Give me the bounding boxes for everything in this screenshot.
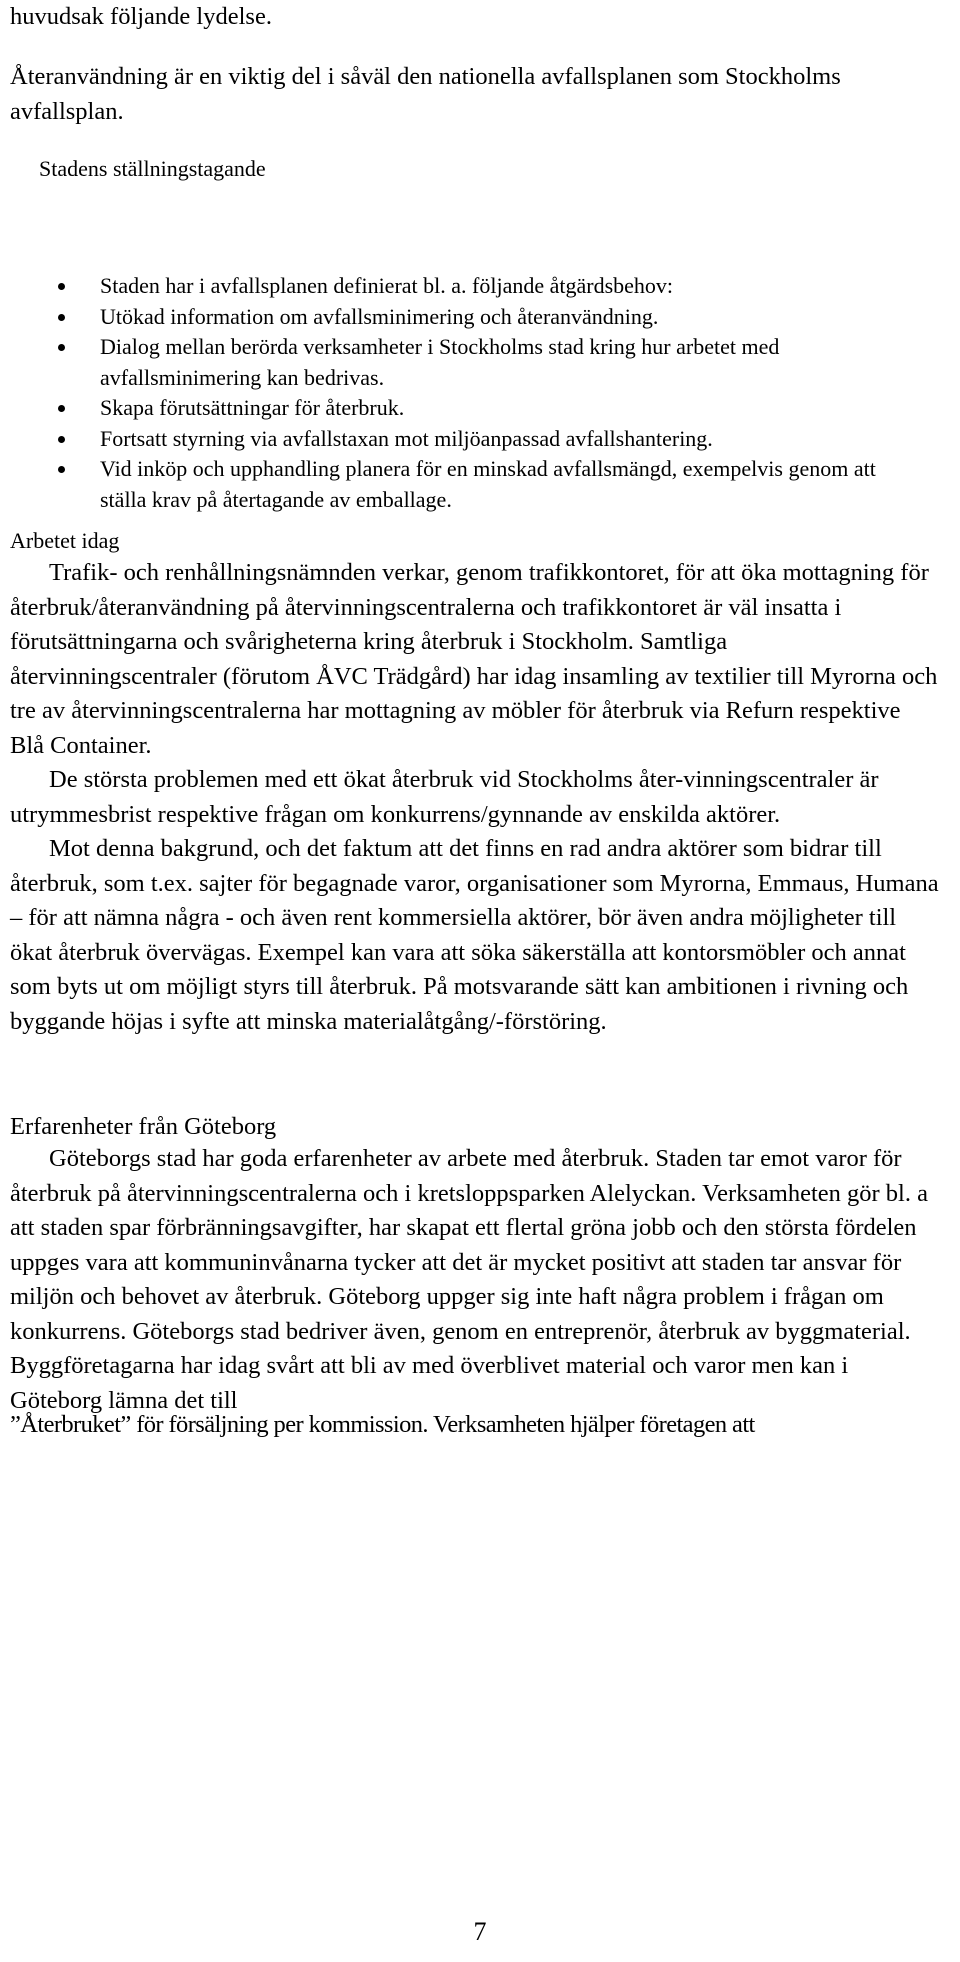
reuse-statement: Återanvändning är en viktig del i såväl den nationella avfallsplanen som Stockholms avfallsplan. <box>10 63 841 125</box>
bullet-icon <box>58 466 65 473</box>
bullet-icon <box>58 344 65 351</box>
position-heading: Stadens ställningstagande <box>39 156 266 181</box>
work-today-paragraph-2: De största problemen med ett ökat återbruk vid Stockholms åter-vinningscentraler är utrymmesbrist respektive frågan om konkurrens/gynnande av enskilda aktörer. <box>10 766 879 828</box>
list-item: Fortsatt styrning via avfallstaxan mot miljöanpassad avfallshantering. <box>0 424 940 455</box>
list-item: Vid inköp och upphandling planera för en minskad avfallsmängd, exempelvis genom att ställa krav på återtagande av emballage. <box>0 454 940 515</box>
page-number: 7 <box>473 1917 487 1946</box>
work-today-paragraph-1: Trafik- och renhållningsnämnden verkar, genom trafikkontoret, för att öka mottagning för återbruk/återanvändning på återvinningscentralerna och trafikkontoret är väl insatta i förutsättningarna och svårigheterna kring återbruk i Stockholm. Samtliga återvinningscentraler (förutom ÅVC Trädgård) har idag insamling av textilier till Myrorna och tre av återvinningscentralerna har mottagning av möbler för återbruk via Refurn respektive Blå Container. <box>10 559 938 759</box>
bullet-icon <box>58 314 65 321</box>
action-needs-list <box>0 271 940 515</box>
list-item: Utökad information om avfallsminimering och återanvändning. <box>0 302 940 333</box>
gothenburg-paragraph: Göteborgs stad har goda erfarenheter av arbete med återbruk. Staden tar emot varor för återbruk på återvinningscentralerna och i kretsloppsparken Alelyckan. Verksamheten gör bl. a att staden spar förbränningsavgifter, har skapat ett flertal gröna jobb och den största fördelen uppges vara att kommuninvånarna tycker att det är mycket positivt att staden tar ansvar för miljön och behovet av återbruk. Göteborg uppger sig inte haft några problem i frågan om konkurrens. Göteborgs stad bedriver även, genom en entreprenör, återbruk av byggmaterial. Byggföretagarna har idag svårt att bli av med överblivet material och varor men kan i Göteborg lämna det till <box>10 1145 928 1414</box>
gothenburg-heading: Erfarenheter från Göteborg <box>10 1113 277 1140</box>
list-item: Staden har i avfallsplanen definierat bl. a. följande åtgärdsbehov: <box>0 271 940 302</box>
work-today-paragraph-3: Mot denna bakgrund, och det faktum att det finns en rad andra aktörer som bidrar till återbruk, som t.ex. sajter för begagnade varor, organisationer som Myrorna, Emmaus, Humana – för att nämna några - och även rent kommersiella aktörer, bör även andra möjligheter till ökat återbruk övervägas. Exempel kan vara att söka säkerställa att kontorsmöbler och annat som byts ut om möjligt styrs till återbruk. På motsvarande sätt kan ambitionen i rivning och byggande höjas i syfte att minska materialåtgång/-förstöring. <box>10 835 939 1035</box>
work-today-heading: Arbetet idag <box>10 528 120 553</box>
list-item: Skapa förutsättningar för återbruk. <box>0 393 940 424</box>
list-item: Dialog mellan berörda verksamheter i Stockholms stad kring hur arbetet med avfallsminimering kan bedrivas. <box>0 332 940 393</box>
bullet-icon <box>58 405 65 412</box>
bullet-icon <box>58 436 65 443</box>
intro-fragment: huvudsak följande lydelse. <box>10 3 272 30</box>
bullet-icon <box>58 283 65 290</box>
gothenburg-last-line: ”Återbruket” för försäljning per kommission. Verksamheten hjälper företagen att <box>10 1411 755 1438</box>
